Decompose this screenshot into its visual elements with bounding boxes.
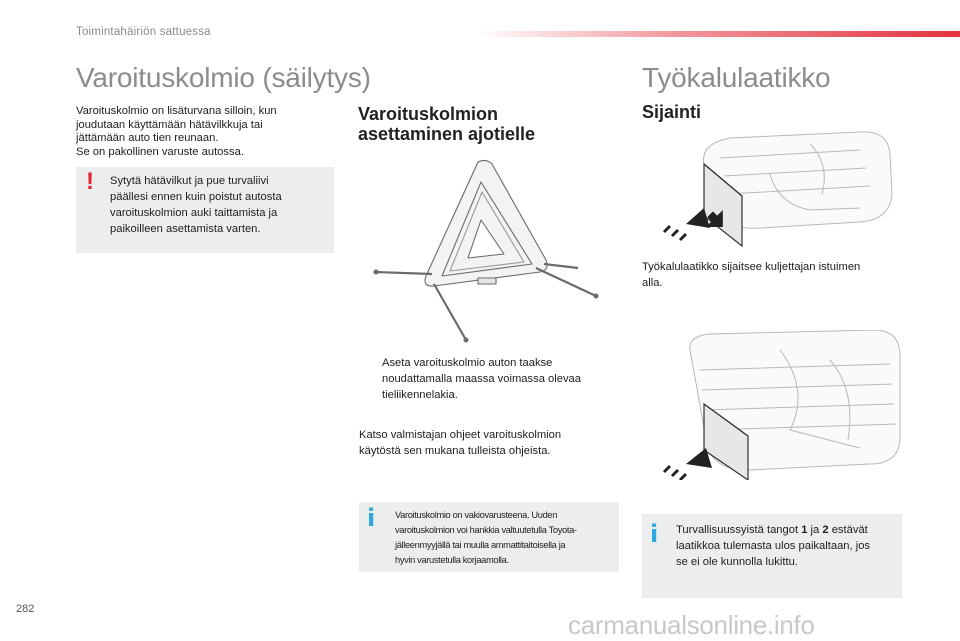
placement-step — [359, 355, 621, 403]
step-line: noudattamalla maassa voimassa olevaa — [382, 373, 581, 385]
info-part: estävät — [828, 524, 868, 536]
stand-leg-back — [544, 264, 578, 268]
warning-line: varoituskolmion auki taittamista ja — [110, 207, 278, 219]
note-line: käytöstä sen mukana tulleista ohjeista. — [359, 445, 551, 457]
note-line: Katso valmistajan ohjeet varoituskolmion — [359, 429, 562, 441]
intro-line: jättämään auto tien reunaan. — [76, 132, 219, 145]
info-line: jälleenmyyjällä tai muulla ammattitaitoisella ja — [395, 540, 566, 550]
exclamation-icon: ! — [86, 168, 94, 195]
warning-line: päällesi ennen kuin poistut autosta — [110, 191, 282, 203]
watermark: carmanualsonline.info — [568, 610, 815, 640]
rod-number-1: 1 — [801, 524, 808, 536]
toolbox-info-box — [642, 514, 902, 598]
info-line-first — [676, 522, 898, 538]
info-line: hyvin varustetulla korjaamolla. — [395, 555, 509, 565]
warning-line: Sytytä hätävilkut ja pue turvaliivi — [110, 175, 269, 187]
seat-toolbox-illustration-2 — [660, 330, 904, 480]
info-part: ja — [807, 524, 823, 536]
section-title: Toimintahäiriön sattuessa — [76, 26, 211, 38]
page-number: 282 — [16, 603, 35, 615]
placement-heading-line: Varoituskolmion — [358, 104, 499, 124]
info-icon: i — [367, 504, 376, 532]
info-line: laatikkoa tulemasta ulos paikaltaan, jos — [676, 540, 871, 552]
header-accent-bar — [476, 31, 960, 37]
triangle-outer — [425, 160, 547, 286]
warning-box — [76, 167, 334, 253]
placement-heading — [358, 104, 535, 144]
stand-leg-right — [536, 268, 596, 296]
toolbox-info-text — [676, 522, 898, 570]
step-line: tieliikennelakia. — [382, 389, 458, 401]
intro-line: Se on pakollinen varuste autossa. — [76, 145, 244, 158]
info-icon: i — [650, 520, 659, 548]
triangle-base — [478, 278, 496, 284]
location-heading: Sijainti — [642, 102, 702, 122]
step-line: Aseta varoituskolmio auton taakse — [382, 357, 553, 369]
manufacturer-note — [359, 427, 621, 459]
location-line: Työkalulaatikko sijaitsee kuljettajan istuimen — [642, 261, 861, 273]
stand-leg-left — [376, 272, 432, 274]
intro-text — [76, 105, 316, 159]
toolbox-heading: Työkalulaatikko — [642, 62, 831, 93]
stand-leg-front — [434, 284, 466, 340]
placement-heading-line: asettaminen ajotielle — [358, 124, 536, 144]
info-line: Varoituskolmio on vakiovarusteena. Uuden — [395, 510, 558, 520]
triangle-info-text — [395, 508, 617, 568]
warning-triangle-illustration — [368, 150, 608, 350]
warning-text — [110, 173, 330, 237]
toolbox-location-text — [642, 259, 902, 291]
storage-heading: Varoituskolmio (säilytys) — [76, 62, 371, 93]
intro-line: joudutaan käyttämään hätävilkkuja tai — [76, 118, 263, 131]
triangle-info-box — [359, 502, 619, 572]
intro-line: Varoituskolmio on lisäturvana silloin, kun — [76, 105, 277, 117]
info-line: varoituskolmion voi hankkia valtuutetulla Toyota- — [395, 525, 577, 535]
warning-line: paikoilleen asettamista varten. — [110, 223, 261, 235]
info-line: se ei ole kunnolla lukittu. — [676, 556, 798, 568]
seat-toolbox-illustration-1 — [660, 124, 900, 252]
rod-number-2: 2 — [822, 524, 829, 536]
info-part: Turvallisuussyistä tangot — [676, 524, 802, 536]
location-line: alla. — [642, 277, 663, 289]
